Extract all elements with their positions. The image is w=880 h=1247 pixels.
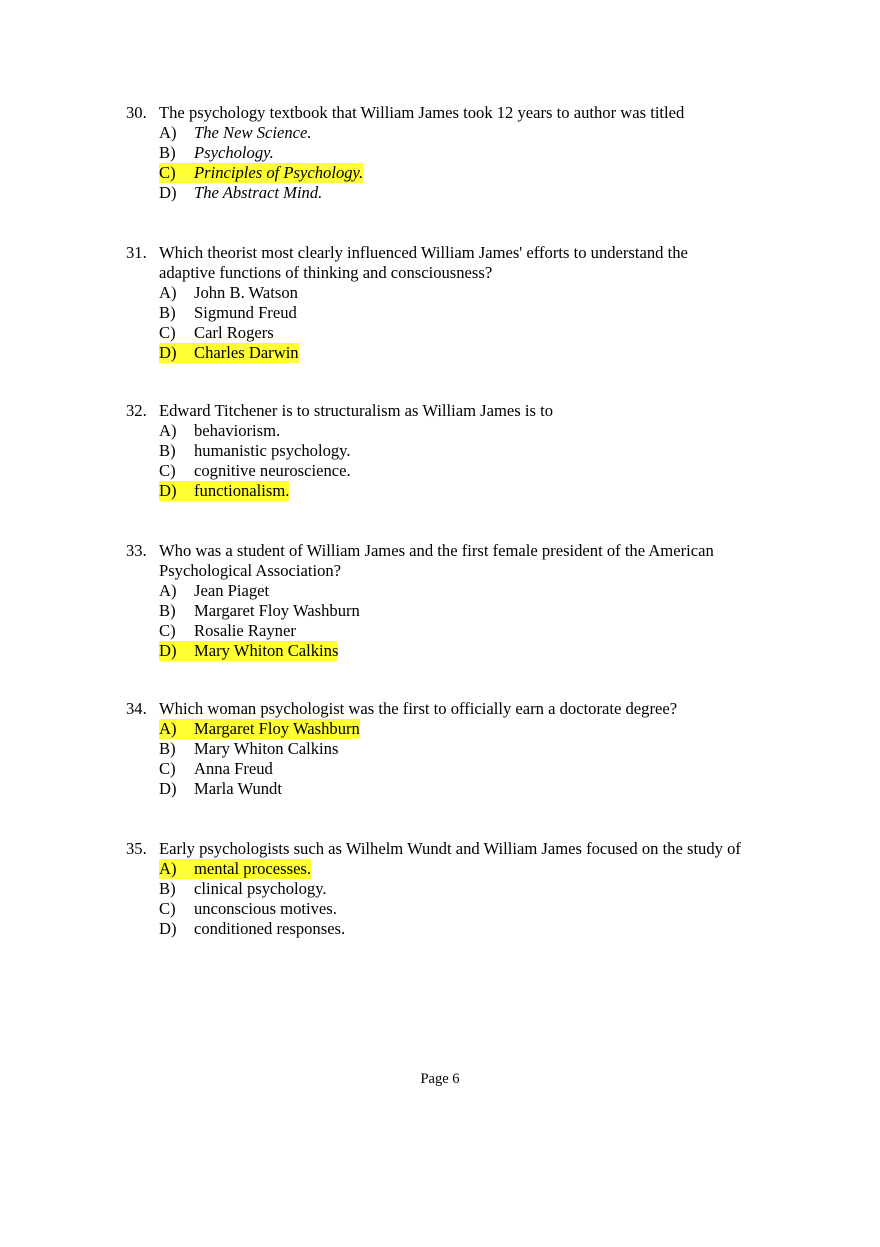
- question-number: 32.: [126, 401, 147, 420]
- option-letter: A): [159, 123, 177, 142]
- option-text: humanistic psychology.: [194, 441, 351, 460]
- option-letter: D): [159, 641, 194, 661]
- option-letter: C): [159, 759, 176, 778]
- option-a: [159, 421, 806, 441]
- option-letter: C): [159, 461, 176, 480]
- option-letter: B): [159, 143, 176, 162]
- option-text: mental processes.: [194, 859, 312, 878]
- option-letter: A): [159, 581, 177, 600]
- option-text: conditioned responses.: [194, 919, 346, 938]
- option-text: Margaret Floy Washburn: [194, 719, 360, 738]
- option-text: Anna Freud: [194, 759, 273, 778]
- question-text-line-1: Which theorist most clearly influenced William James' efforts to understand the: [159, 243, 688, 262]
- option-d: [159, 183, 806, 203]
- question-text-line-2: Psychological Association?: [159, 561, 342, 580]
- page-number: Page 6: [420, 1071, 460, 1087]
- option-text: Carl Rogers: [194, 323, 274, 342]
- question-number: 33.: [126, 541, 147, 560]
- question-number: 31.: [126, 243, 147, 262]
- option-d-highlighted-answer: [159, 343, 299, 363]
- option-text: behaviorism.: [194, 421, 281, 440]
- question-33: [126, 541, 806, 661]
- question-text: Early psychologists such as Wilhelm Wundt and William James focused on the study of: [159, 839, 741, 858]
- option-letter: B): [159, 739, 176, 758]
- question-text-line-1: Who was a student of William James and the first female president of the American: [159, 541, 714, 560]
- option-a: [159, 123, 806, 143]
- option-a: [159, 581, 806, 601]
- option-text: Marla Wundt: [194, 779, 282, 798]
- option-letter: D): [159, 343, 194, 363]
- question-32: [126, 401, 806, 501]
- option-text: functionalism.: [194, 481, 290, 500]
- option-c: [159, 759, 806, 779]
- option-b: [159, 441, 806, 461]
- option-text: Margaret Floy Washburn: [194, 601, 360, 620]
- option-letter: D): [159, 919, 177, 938]
- option-d: [159, 779, 806, 799]
- option-c: [159, 899, 806, 919]
- option-text: Principles of Psychology.: [194, 163, 364, 182]
- option-text: Jean Piaget: [194, 581, 270, 600]
- option-letter: B): [159, 303, 176, 322]
- question-text: Edward Titchener is to structuralism as William James is to: [159, 401, 554, 420]
- option-b: [159, 739, 806, 759]
- option-text: Sigmund Freud: [194, 303, 297, 322]
- option-a: [159, 283, 806, 303]
- option-text: unconscious motives.: [194, 899, 337, 918]
- option-d-highlighted-answer: [159, 481, 289, 501]
- question-35: [126, 839, 806, 939]
- option-letter: C): [159, 323, 176, 342]
- question-34: [126, 699, 806, 799]
- option-letter: C): [159, 621, 176, 640]
- option-text: Mary Whiton Calkins: [194, 739, 339, 758]
- question-text: The psychology textbook that William James took 12 years to author was titled: [159, 103, 685, 122]
- option-text: Psychology.: [194, 143, 274, 162]
- question-text: Which woman psychologist was the first to officially earn a doctorate degree?: [159, 699, 678, 718]
- option-text: clinical psychology.: [194, 879, 327, 898]
- option-d-highlighted-answer: [159, 641, 338, 661]
- option-b: [159, 143, 806, 163]
- option-text: The Abstract Mind.: [194, 183, 323, 202]
- option-c: [159, 461, 806, 481]
- option-letter: A): [159, 421, 177, 440]
- option-b: [159, 303, 806, 323]
- question-number: 30.: [126, 103, 147, 122]
- question-number: 34.: [126, 699, 147, 718]
- option-text: Rosalie Rayner: [194, 621, 296, 640]
- option-a-highlighted-answer: [159, 859, 311, 879]
- option-text: Charles Darwin: [194, 343, 299, 362]
- option-letter: D): [159, 779, 177, 798]
- question-31: [126, 243, 806, 363]
- option-letter: B): [159, 441, 176, 460]
- question-30: [126, 103, 806, 203]
- question-number: 35.: [126, 839, 147, 858]
- option-letter: D): [159, 481, 194, 501]
- option-text: The New Science.: [194, 123, 312, 142]
- option-c: [159, 323, 806, 343]
- option-letter: A): [159, 859, 194, 879]
- option-letter: D): [159, 183, 177, 202]
- option-c-highlighted-answer: [159, 163, 363, 183]
- option-b: [159, 879, 806, 899]
- option-letter: A): [159, 283, 177, 302]
- question-text-line-2: adaptive functions of thinking and consciousness?: [159, 263, 493, 282]
- option-d: [159, 919, 806, 939]
- option-a-highlighted-answer: [159, 719, 360, 739]
- option-c: [159, 621, 806, 641]
- option-text: cognitive neuroscience.: [194, 461, 351, 480]
- option-b: [159, 601, 806, 621]
- option-letter: C): [159, 163, 194, 183]
- option-letter: B): [159, 879, 176, 898]
- option-letter: B): [159, 601, 176, 620]
- option-text: Mary Whiton Calkins: [194, 641, 339, 660]
- option-letter: A): [159, 719, 194, 739]
- option-text: John B. Watson: [194, 283, 298, 302]
- option-letter: C): [159, 899, 176, 918]
